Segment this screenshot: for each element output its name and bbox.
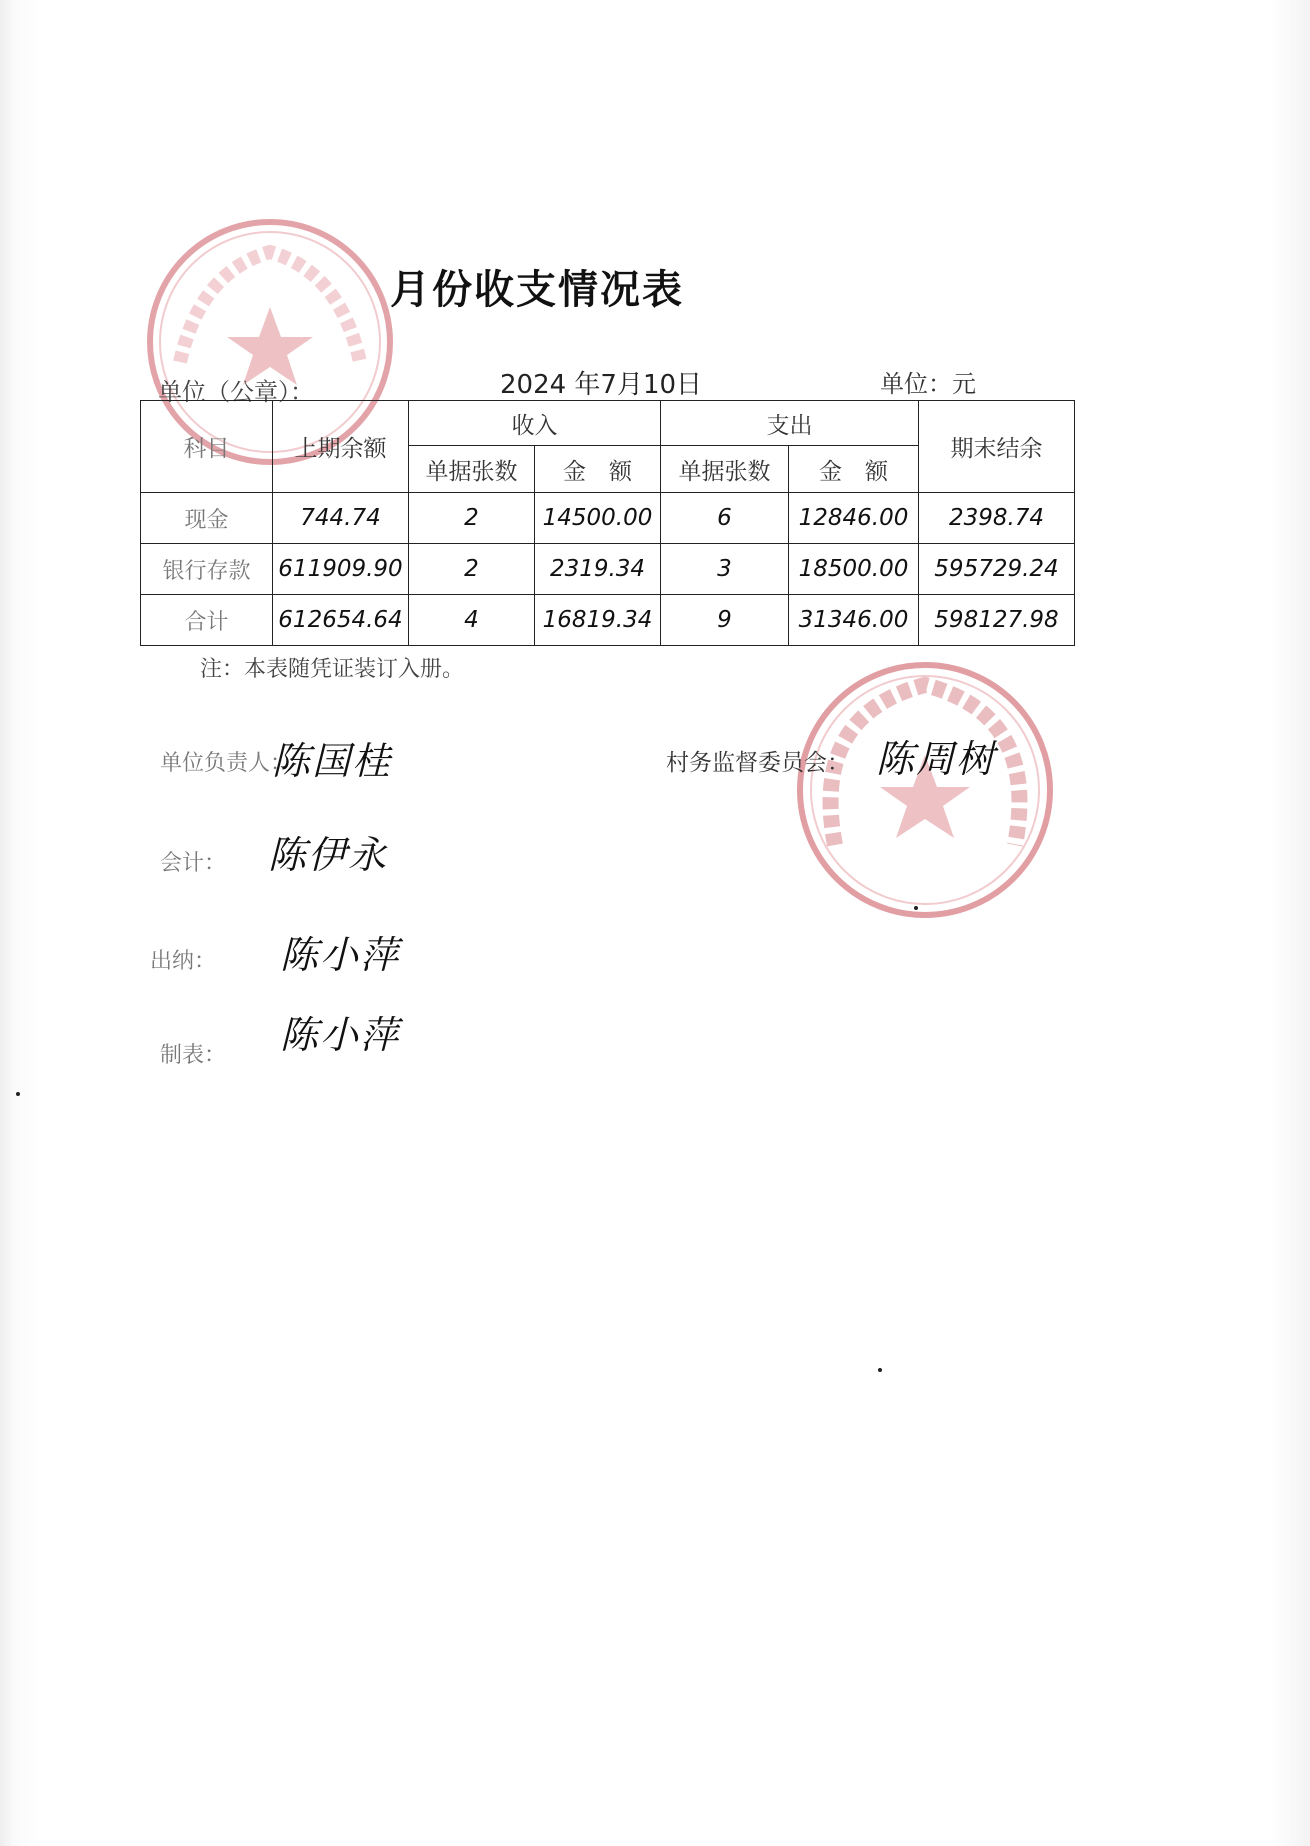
- header-income-amount: 金 额: [535, 446, 661, 493]
- ink-speck: [16, 1092, 20, 1096]
- row-subject: 现金: [141, 493, 273, 544]
- header-expense: 支出: [661, 401, 919, 446]
- row-subject: 银行存款: [141, 544, 273, 595]
- row-end-balance: 2398.74: [919, 493, 1075, 544]
- row-expense-count: 3: [661, 544, 789, 595]
- row-prev-balance: 612654.64: [273, 595, 409, 646]
- row-end-balance: 598127.98: [919, 595, 1075, 646]
- header-expense-count: 单据张数: [661, 446, 789, 493]
- currency-unit: 单位：元: [880, 370, 976, 398]
- accountant-signature: 陈伊永: [268, 833, 389, 877]
- header-prev-balance: 上期余额: [273, 401, 409, 493]
- table-row: [141, 595, 1075, 646]
- row-income-amount: 16819.34: [535, 595, 661, 646]
- row-subject: 合计: [141, 595, 273, 646]
- row-expense-amount: 12846.00: [789, 493, 919, 544]
- row-income-amount: 2319.34: [535, 544, 661, 595]
- supervision-signature: 陈周树: [876, 737, 997, 781]
- row-income-amount: 14500.00: [535, 493, 661, 544]
- report-date: 2024 年7月10日: [500, 370, 703, 400]
- reporter-signature: 陈小萍: [280, 1013, 401, 1057]
- unit-seal-label: 单位（公章）：: [158, 378, 314, 406]
- row-income-count: 2: [409, 544, 535, 595]
- income-expense-table: [140, 400, 1075, 646]
- reporter-label: 制表：: [160, 1043, 227, 1068]
- accountant-label: 会计：: [160, 851, 227, 876]
- header-end-balance: 期末结余: [919, 401, 1075, 493]
- header-expense-amount: 金 额: [789, 446, 919, 493]
- leader-signature: 陈国桂: [272, 739, 393, 783]
- supervision-label: 村务监督委员会：: [666, 750, 850, 776]
- header-income-count: 单据张数: [409, 446, 535, 493]
- row-expense-count: 6: [661, 493, 789, 544]
- footnote: 注：本表随凭证装订入册。: [200, 657, 465, 682]
- ink-speck: [878, 1368, 882, 1372]
- row-prev-balance: 611909.90: [273, 544, 409, 595]
- header-income: 收入: [409, 401, 661, 446]
- row-expense-count: 9: [661, 595, 789, 646]
- cashier-signature: 陈小萍: [280, 933, 401, 977]
- table-row: [141, 493, 1075, 544]
- cashier-label: 出纳：: [150, 949, 217, 974]
- page-title: 月份收支情况表: [390, 266, 684, 313]
- leader-label: 单位负责人：: [160, 751, 293, 776]
- ink-speck: [914, 906, 918, 910]
- row-income-count: 4: [409, 595, 535, 646]
- row-expense-amount: 31346.00: [789, 595, 919, 646]
- table-row: [141, 544, 1075, 595]
- row-income-count: 2: [409, 493, 535, 544]
- row-prev-balance: 744.74: [273, 493, 409, 544]
- row-end-balance: 595729.24: [919, 544, 1075, 595]
- supervision-committee-seal: [790, 655, 1060, 925]
- header-subject: 科目: [141, 401, 273, 493]
- row-expense-amount: 18500.00: [789, 544, 919, 595]
